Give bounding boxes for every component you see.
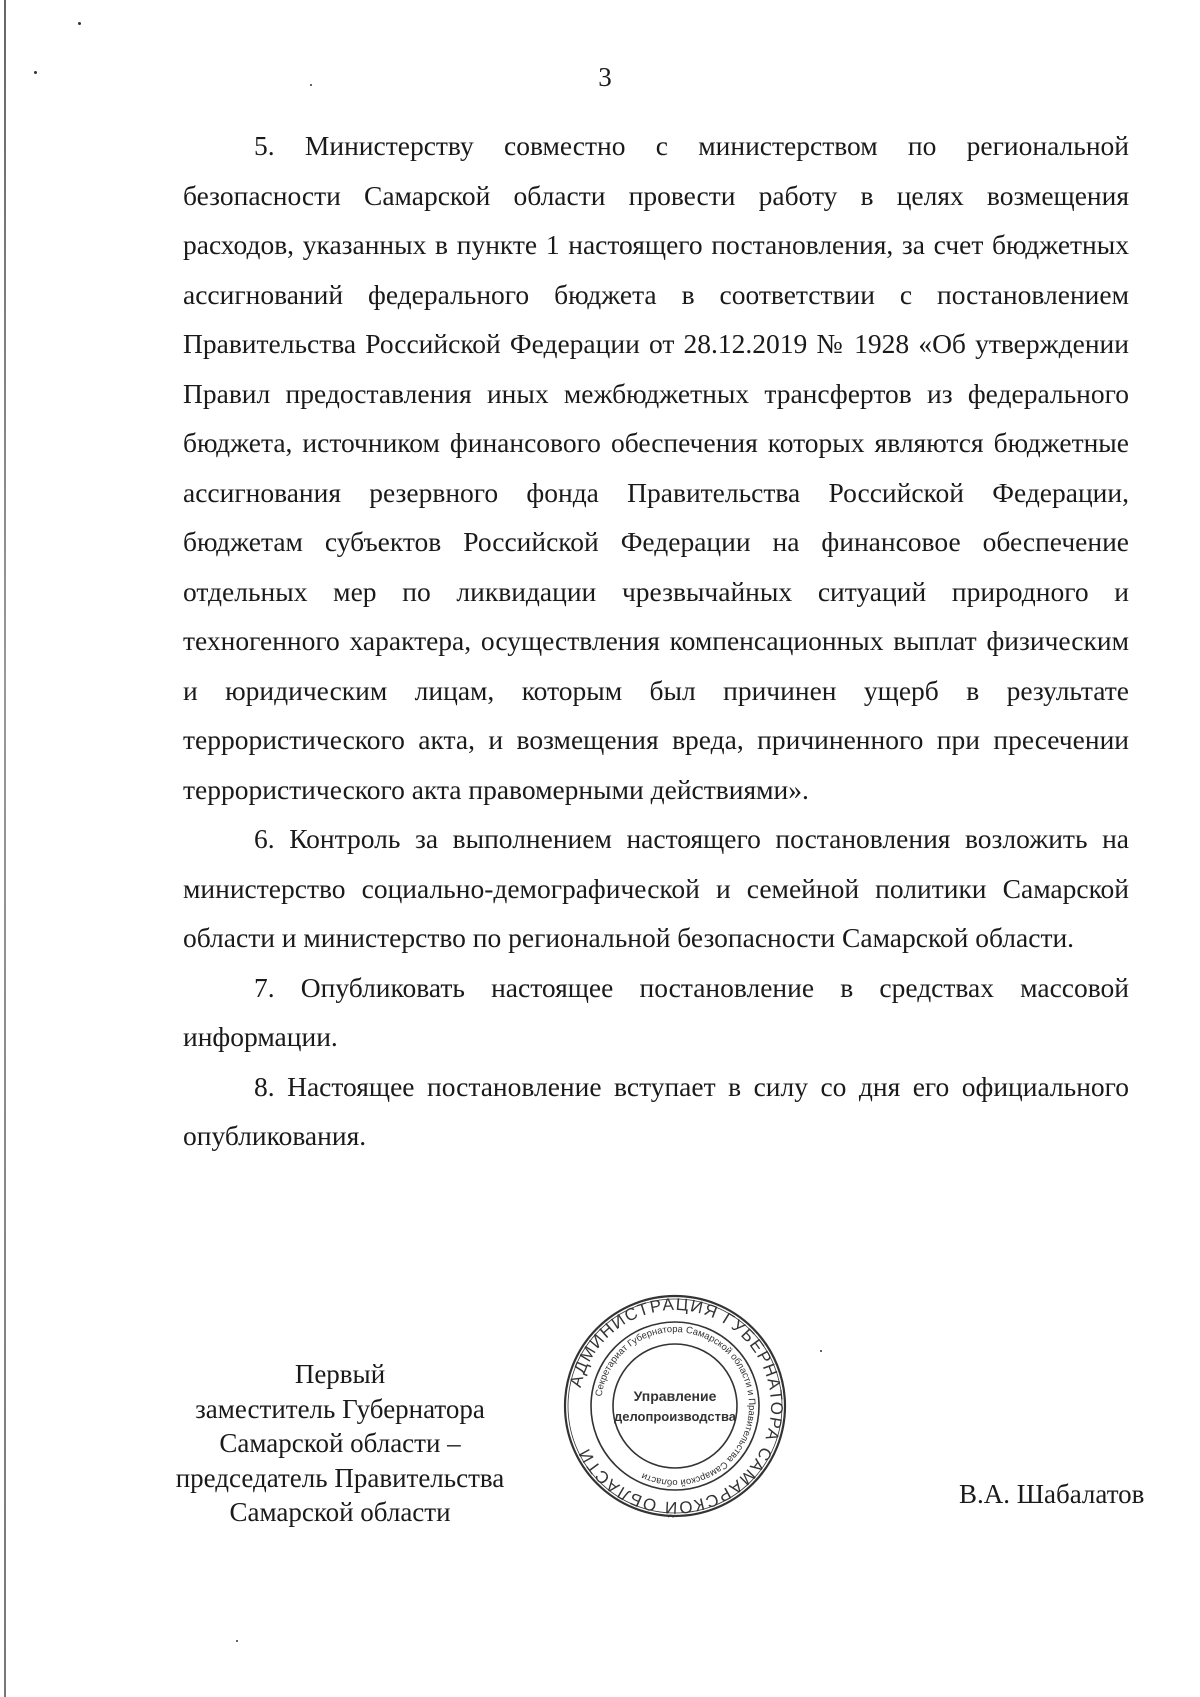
signatory-name: В.А. Шабалатов (959, 1479, 1145, 1509)
official-seal (560, 1291, 790, 1521)
document-body (183, 121, 1129, 1161)
signatory-title-line: Первый (294, 1359, 386, 1389)
seal-outer-text: АДМИНИСТРАЦИЯ ГУБЕРНАТОРА САМАРСКОЙ ОБЛАСТИ (565, 1294, 787, 1518)
paragraph-8: 8. Настоящее постановление вступает в силу со дня его официального опубликования. (183, 1070, 1129, 1151)
page-number: 3 (598, 62, 612, 92)
seal-center-line: Управление (633, 1388, 717, 1404)
signatory-title (160, 1357, 520, 1530)
scan-speck (820, 1350, 822, 1352)
paragraph-6: 6. Контроль за выполнением настоящего постановления возложить на министерство социально-демографической и семейной политики Самарской области и министерство по региональной безопасности Самарской области. (183, 823, 1129, 953)
signatory-title-line: Самарской области – (219, 1428, 461, 1458)
signatory-title-line: председатель Правительства (175, 1462, 505, 1493)
paragraph-5: 5. Министерству совместно с министерством по региональной безопасности Самарской области провести работу в целях возмещения расходов, указанных в пункте 1 настоящего постановления, за счет бюджетных ассигнований федерального бюджета в соответствии с постановлением Правительства Российской Федерации от 28.12.2019 № 1928 «Об утверждении Правил предоставления иных межбюджетных трансфертов из федерального бюджета, источником финансового обеспечения которых являются бюджетные ассигнования резервного фонда Правительства Российской Федерации, бюджетам субъектов Российской Федерации на финансовое обеспечение отдельных мер по ликвидации чрезвычайных ситуаций природного и техногенного характера, осуществления компенсационных выплат физическим и юридическим лицам, которым был причинен ущерб в результате террористического акта, и возмещения вреда, причиненного при пресечении террористического акта правомерными действиями». (183, 130, 1129, 805)
signatory-title-line: заместитель Губернатора (195, 1393, 485, 1424)
seal-center-line: делопроизводства (613, 1409, 737, 1424)
scan-speck (236, 1640, 238, 1642)
seal-inner-text: Секретариат Губернатора Самарской области и Правительства Самарской области (593, 1323, 758, 1489)
signatory-title-line: Самарской области (229, 1497, 451, 1527)
page-edge-shadow (4, 0, 6, 1697)
svg-text:Секретариат Губернатора Самарс (594, 1324, 757, 1488)
paragraph-7: 7. Опубликовать настоящее постановление в средствах массовой информации. (183, 971, 1129, 1052)
scan-speck (78, 22, 81, 25)
